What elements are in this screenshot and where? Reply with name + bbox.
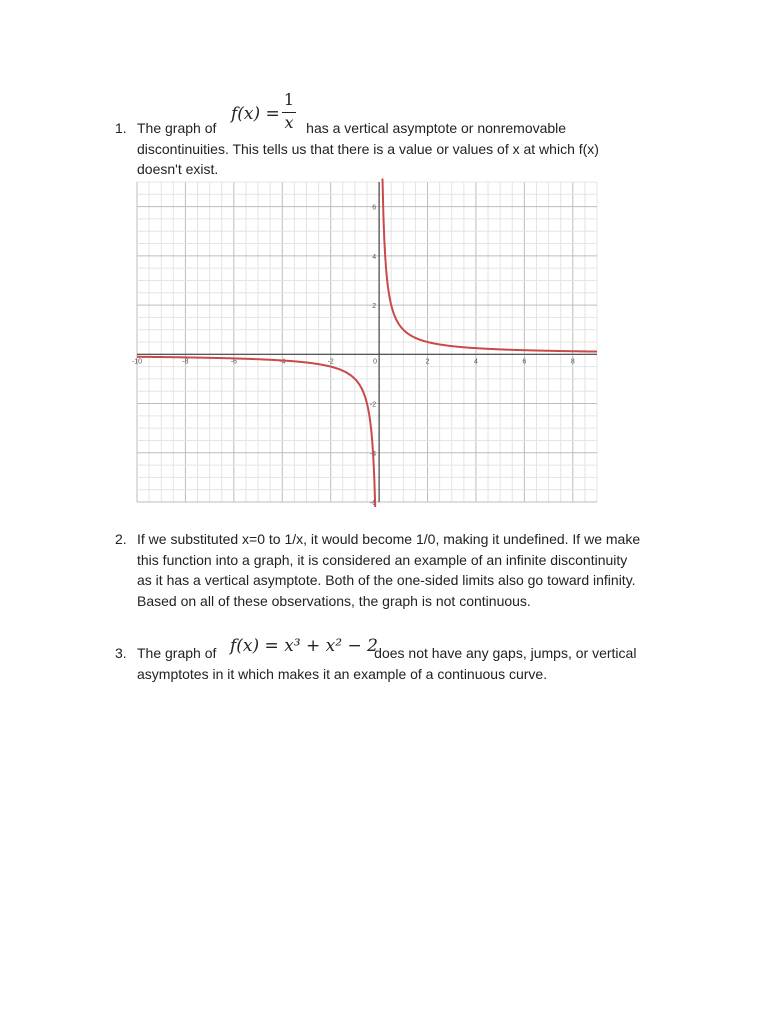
curve-branch-right [382, 178, 597, 351]
x-tick-label: -10 [131, 358, 143, 366]
text-suffix: has a vertical asymptote or nonremovable [306, 120, 567, 136]
y-tick-label: 6 [372, 204, 377, 212]
text-suffix: does not have any gaps, jumps, or vertical [374, 645, 637, 661]
list-item-2 [115, 529, 695, 613]
x-tick-label: -6 [230, 358, 237, 366]
text-line: Based on all of these observations, the graph is not continuous. [137, 592, 531, 609]
fraction-numerator: 1 [283, 90, 295, 109]
fraction-denominator: x [284, 113, 294, 132]
text-line: If we substituted x=0 to 1/x, it would become 1/0, making it undefined. If we make [137, 531, 641, 547]
fraction [282, 90, 296, 136]
text-line [137, 118, 697, 139]
text-line: asymptotes in it which makes it an example of a continuous curve. [137, 665, 548, 682]
x-tick-label: -8 [182, 358, 189, 366]
x-tick-label: -2 [327, 358, 334, 366]
list-text [137, 643, 697, 684]
text-prefix: The graph of [137, 645, 217, 661]
text-line: this function into a graph, it is considered an example of an infinite discontinuity [137, 551, 628, 568]
list-number: 2. [115, 531, 127, 547]
list-number: 1. [115, 120, 127, 136]
y-tick-label: 4 [372, 253, 377, 261]
x-tick-label: -4 [279, 358, 286, 366]
y-tick-label: -6 [369, 500, 377, 507]
list-text [137, 529, 697, 611]
text-line: as it has a vertical asymptote. Both of the one-sided limits also go toward infinity. [137, 572, 636, 588]
y-tick-label: 2 [372, 303, 377, 311]
text-prefix: The graph of [137, 120, 217, 136]
text-line: doesn't exist. [137, 161, 219, 177]
list-number: 3. [115, 645, 127, 661]
list-item-1 [115, 118, 695, 180]
list-item-3 [115, 643, 695, 685]
y-tick-label: -2 [369, 401, 377, 409]
graph-reciprocal [131, 182, 597, 507]
y-tick-label: -4 [369, 450, 377, 458]
x-tick-label: 6 [522, 358, 527, 366]
x-tick-label: 4 [473, 358, 478, 366]
text-line: discontinuities. This tells us that there is a value or values of x at which f(x) [137, 140, 599, 157]
x-tick-label: 0 [373, 358, 378, 366]
formula-cubic: f(x) = x³ + x² − 2 [230, 636, 378, 656]
formula-reciprocal: f(x) = [231, 104, 280, 124]
x-tick-label: 8 [570, 358, 575, 366]
text-line [137, 643, 697, 664]
list-text [137, 118, 697, 180]
x-tick-label: 2 [425, 358, 430, 366]
